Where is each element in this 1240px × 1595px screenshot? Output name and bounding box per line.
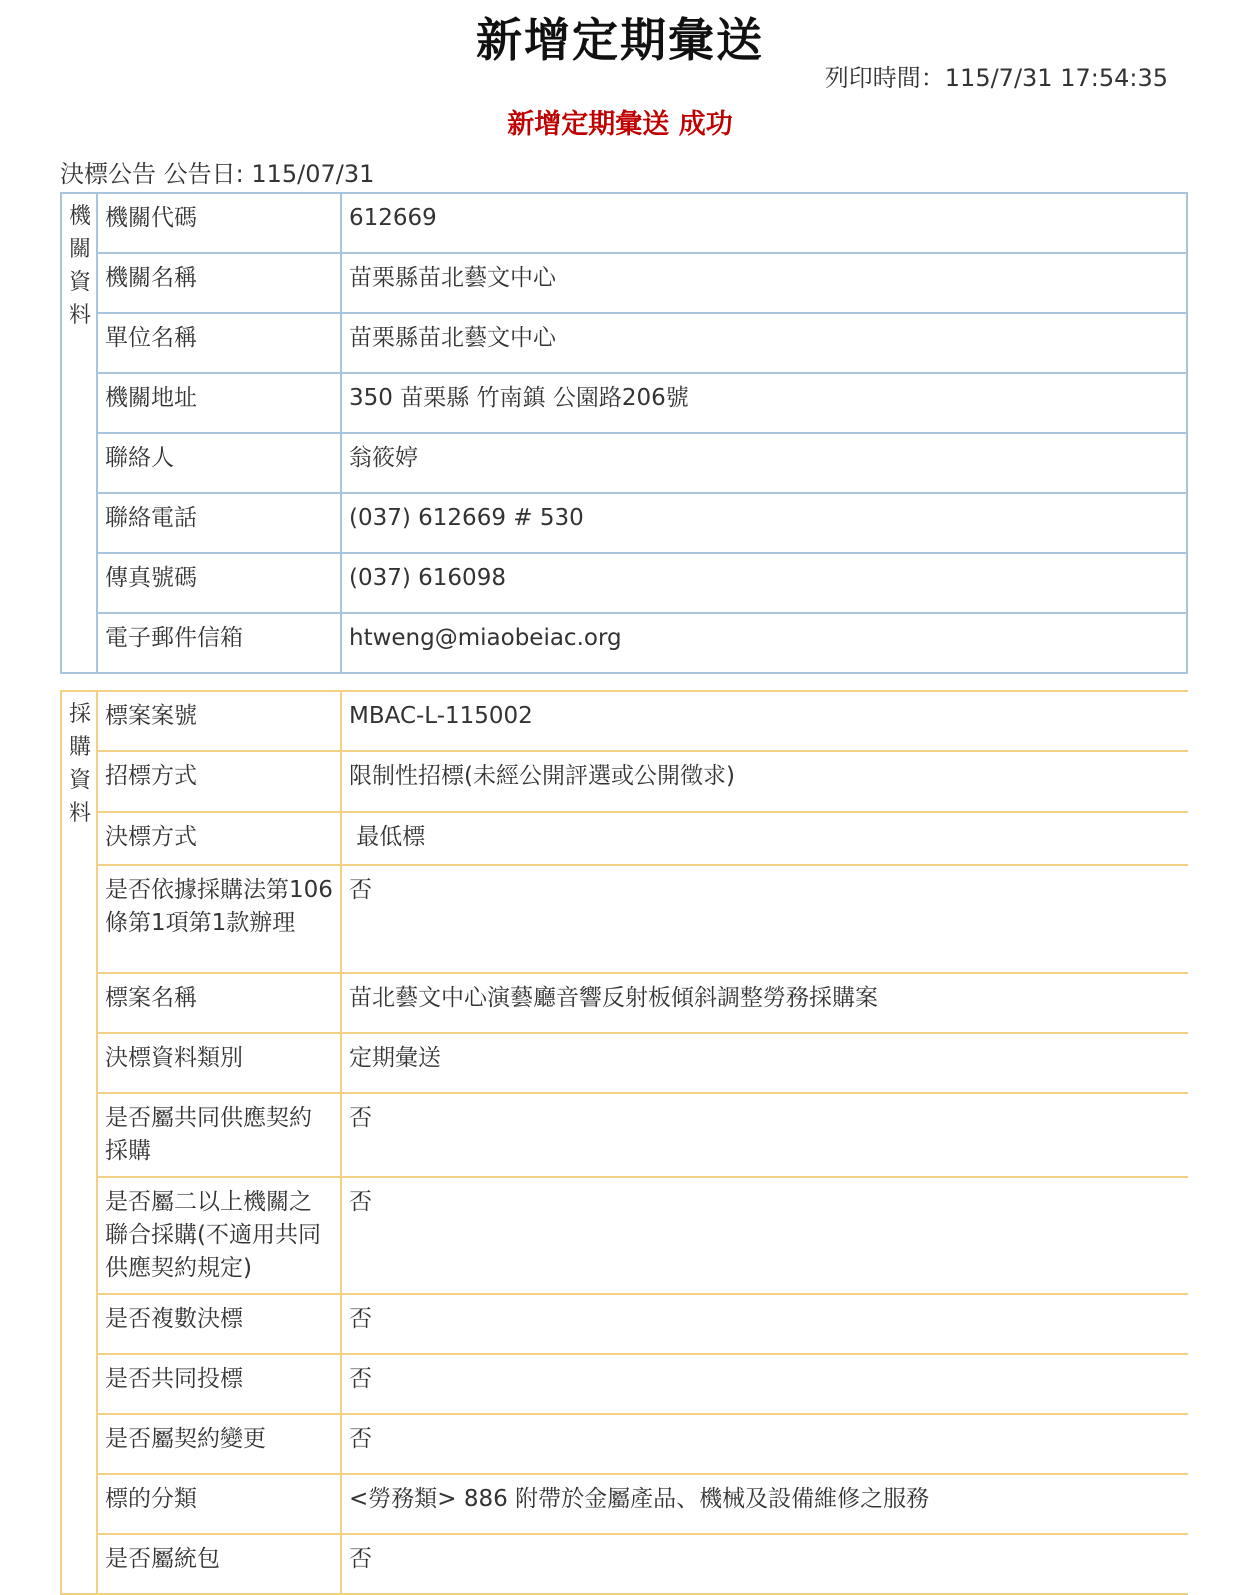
field-value: 苗栗縣苗北藝文中心 [341,253,1187,313]
field-label: 是否屬共同供應契約採購 [97,1093,341,1177]
field-label: 機關地址 [97,373,341,433]
field-value: (037) 616098 [341,553,1187,613]
agency-info-table [60,192,1188,674]
field-label: 聯絡人 [97,433,341,493]
field-label: 是否屬統包 [97,1534,341,1594]
field-value: 限制性招標(未經公開評選或公開徵求) [341,751,1188,812]
field-value: 否 [341,1294,1188,1354]
field-label: 是否依據採購法第106條第1項第1款辦理 [97,865,341,973]
field-value: 否 [341,1093,1188,1177]
field-label: 聯絡電話 [97,493,341,553]
success-message: 新增定期彙送 成功 [507,109,733,140]
procurement-section-label: 採購資料 [61,691,97,1594]
field-label: 機關名稱 [97,253,341,313]
field-label: 招標方式 [97,751,341,812]
field-label: 決標方式 [97,812,341,865]
procurement-info-table [60,690,1188,1595]
field-label: 電子郵件信箱 [97,613,341,673]
field-value: 否 [341,1177,1188,1294]
print-time: 列印時間：115/7/31 17:54:35 [824,64,1168,92]
field-label: 標的分類 [97,1474,341,1534]
field-value: 翁筱婷 [341,433,1187,493]
case-name-value: 苗北藝文中心演藝廳音響反射板傾斜調整勞務採購案 [341,973,1188,1033]
page-title: 新增定期彙送 [476,13,764,67]
field-label: 傳真號碼 [97,553,341,613]
field-value: 最低標 [341,812,1188,865]
field-value: 苗栗縣苗北藝文中心 [341,313,1187,373]
announcement-date: 決標公告 公告日: 115/07/31 [60,160,375,188]
field-label: 是否共同投標 [97,1354,341,1414]
case-number-value: MBAC-L-115002 [341,691,1188,751]
email-value[interactable]: htweng@miaobeiac.org [341,613,1187,673]
field-value: (037) 612669 # 530 [341,493,1187,553]
agency-section-label: 機關資料 [61,193,97,673]
field-value: 否 [341,1354,1188,1414]
field-label: 是否屬契約變更 [97,1414,341,1474]
field-value: 定期彙送 [341,1033,1188,1093]
field-label: 是否屬二以上機關之聯合採購(不適用共同供應契約規定) [97,1177,341,1294]
field-value: 350 苗栗縣 竹南鎮 公園路206號 [341,373,1187,433]
field-label: 標案案號 [97,691,341,751]
field-label: 單位名稱 [97,313,341,373]
field-label: 決標資料類別 [97,1033,341,1093]
field-value: 否 [341,1414,1188,1474]
field-value: 612669 [341,193,1187,253]
field-label: 是否複數決標 [97,1294,341,1354]
field-label: 標案名稱 [97,973,341,1033]
field-value: 否 [341,865,1188,973]
field-label: 機關代碼 [97,193,341,253]
field-value: 否 [341,1534,1188,1594]
field-value: <勞務類> 886 附帶於金屬產品、機械及設備維修之服務 [341,1474,1188,1534]
